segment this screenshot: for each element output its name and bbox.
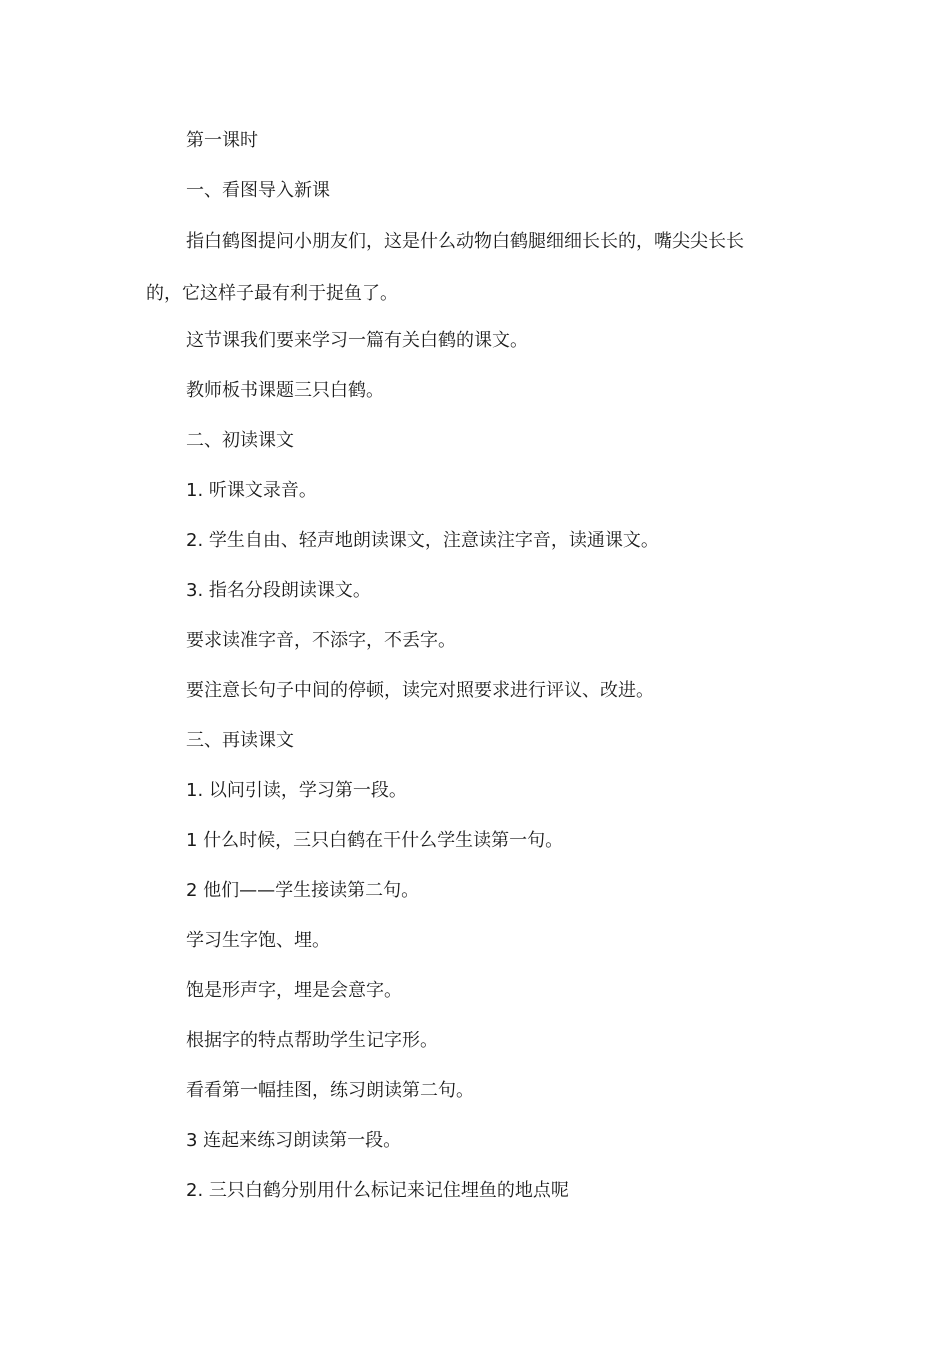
- paragraph-character-types: 饱是形声字，埋是会意字。: [186, 980, 402, 1001]
- list-item: 3 连起来练习朗读第一段。: [186, 1130, 402, 1151]
- paragraph-board-title: 教师板书课题三只白鹤。: [186, 380, 384, 401]
- paragraph-new-characters: 学习生字饱、埋。: [186, 930, 330, 951]
- paragraph-character-memory: 根据字的特点帮助学生记字形。: [186, 1030, 438, 1051]
- list-item: 3. 指名分段朗读课文。: [186, 580, 371, 601]
- list-item: 2. 学生自由、轻声地朗读课文，注意读注字音，读通课文。: [186, 530, 659, 551]
- paragraph-pause-note: 要注意长句子中间的停顿，读完对照要求进行评议、改进。: [186, 680, 654, 701]
- list-item: 2 他们——学生接读第二句。: [186, 880, 420, 901]
- paragraph-picture-reading: 看看第一幅挂图，练习朗读第二句。: [186, 1080, 474, 1101]
- paragraph-intro-question: 指白鹤图提问小朋友们，这是什么动物白鹤腿细细长长的，嘴尖尖长长的，它这样子最有利于捉鱼了。: [146, 231, 744, 304]
- list-item: 2. 三只白鹤分别用什么标记来记住埋鱼的地点呢: [186, 1180, 569, 1201]
- list-item: 1. 以问引读，学习第一段。: [186, 780, 407, 801]
- paragraph-reading-requirement: 要求读准字音，不添字，不丢字。: [186, 630, 456, 651]
- section-heading-2: 二、初读课文: [186, 430, 294, 451]
- list-item: 1 什么时候，三只白鹤在干什么学生读第一句。: [186, 830, 564, 851]
- lesson-period-heading: 第一课时: [186, 130, 258, 151]
- list-item: 1. 听课文录音。: [186, 480, 317, 501]
- section-heading-1: 一、看图导入新课: [186, 180, 330, 201]
- section-heading-3: 三、再读课文: [186, 730, 294, 751]
- paragraph-lesson-intro: 这节课我们要来学习一篇有关白鹤的课文。: [186, 330, 528, 351]
